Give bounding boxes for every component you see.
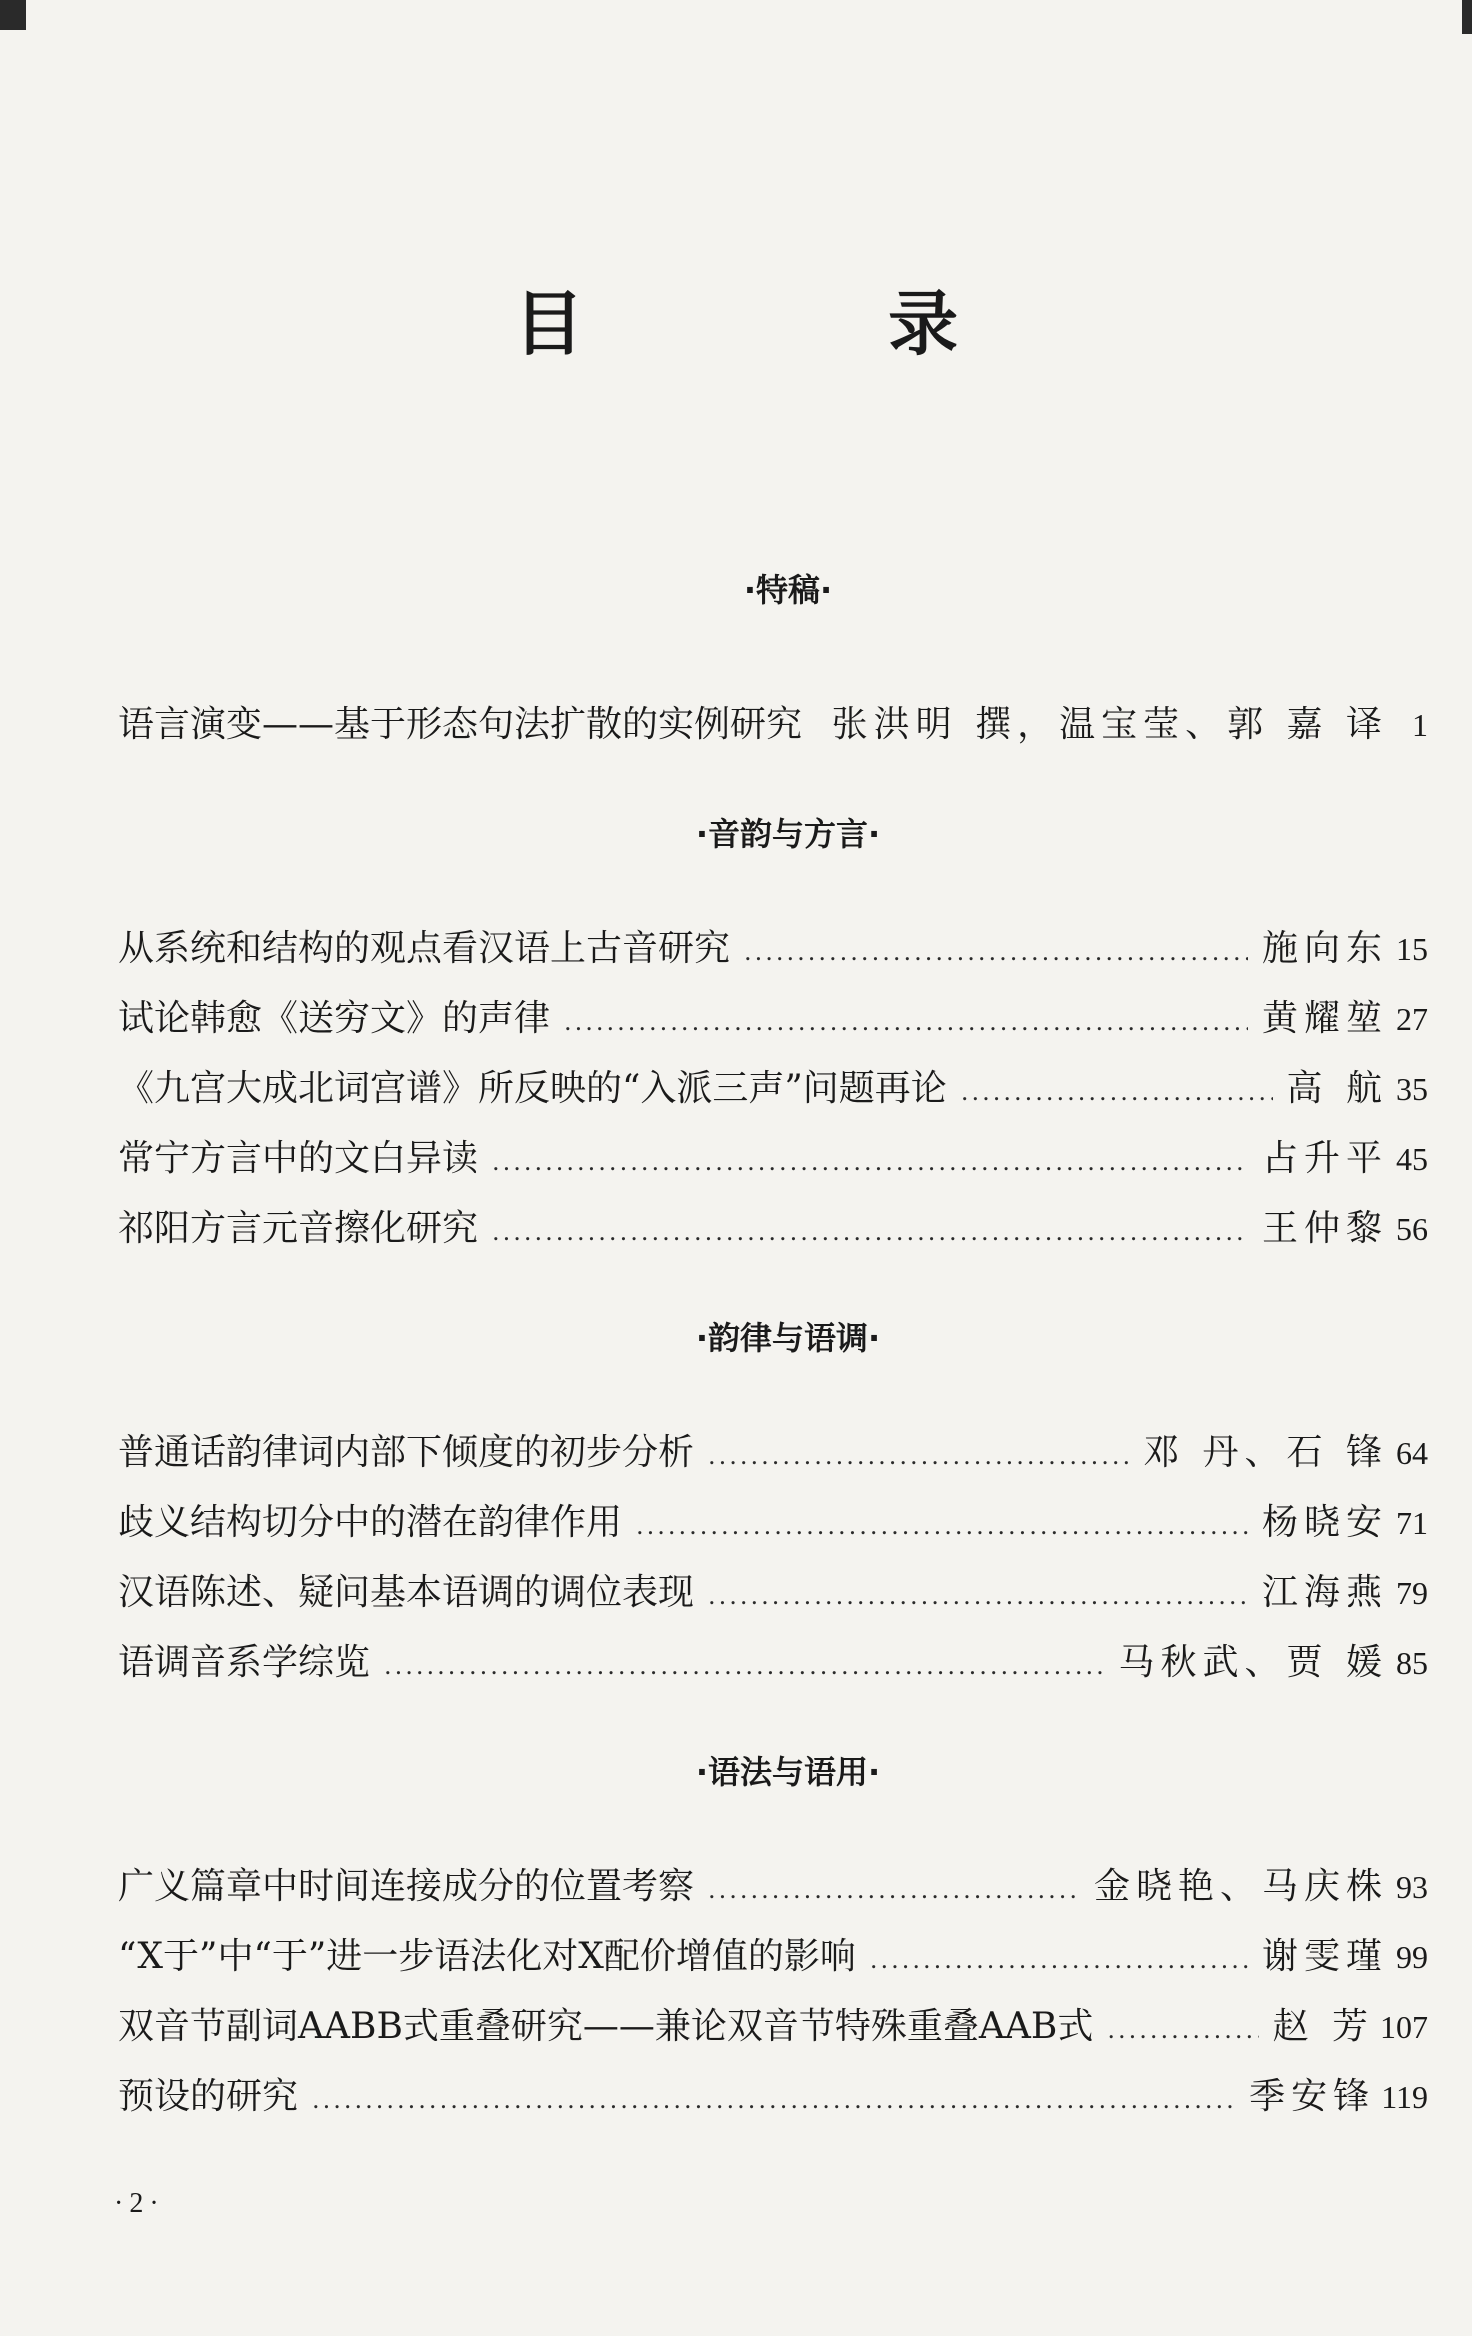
toc-entry[interactable] — [118, 1922, 1428, 1992]
entry-page: 119 — [1381, 2079, 1428, 2115]
entry-title: 语言演变——基于形态句法扩散的实例研究 — [118, 704, 803, 745]
table-of-contents — [118, 560, 1428, 2132]
entry-author: 占升平 — [1261, 1138, 1388, 1179]
entry-page: 107 — [1380, 2009, 1428, 2045]
dot-leader — [816, 693, 818, 763]
entry-title: “X于”中“于”进一步语法化对X配价增值的影响 — [118, 1936, 856, 1977]
entry-page: 15 — [1396, 931, 1428, 967]
section-phonology-dialect — [118, 804, 1428, 1308]
entry-title: 常宁方言中的文白异读 — [118, 1138, 479, 1179]
section-gap — [118, 1698, 1428, 1742]
entry-page: 85 — [1396, 1645, 1428, 1681]
dot-leader — [708, 1421, 1129, 1491]
entry-page: 99 — [1396, 1939, 1428, 1975]
dot-leader — [708, 1561, 1248, 1631]
toc-entry[interactable] — [118, 690, 1428, 760]
entry-author: 黄耀堃 — [1261, 998, 1388, 1039]
entry-title: 广义篇章中时间连接成分的位置考察 — [118, 1866, 695, 1907]
entry-page: 45 — [1396, 1141, 1428, 1177]
dot-leader — [492, 1127, 1248, 1197]
entry-author: 张洪明 撰，温宝莹、郭 嘉 译 — [831, 704, 1388, 745]
section-prosody-intonation — [118, 1308, 1428, 1742]
entry-author: 季安锋 — [1249, 2076, 1376, 2117]
section-gap — [118, 1264, 1428, 1308]
section-heading: ·音韵与方言· — [695, 815, 881, 853]
scan-edge-mark-right — [1462, 0, 1472, 34]
entry-author: 邓 丹、石 锋 — [1143, 1432, 1388, 1473]
entry-page: 79 — [1396, 1575, 1428, 1611]
entry-page: 56 — [1396, 1211, 1428, 1247]
toc-entry[interactable] — [118, 1558, 1428, 1628]
section-heading: ·特稿· — [743, 571, 833, 609]
dot-leader — [312, 2065, 1235, 2135]
toc-entry[interactable] — [118, 1418, 1428, 1488]
entry-title: 试论韩愈《送穷文》的声律 — [118, 998, 551, 1039]
page-title: 目 录 — [513, 282, 1099, 365]
dot-leader — [744, 917, 1248, 987]
entry-author: 赵 芳 — [1272, 2006, 1374, 2047]
entry-page: 93 — [1396, 1869, 1428, 1905]
entry-page: 64 — [1396, 1435, 1428, 1471]
dot-leader — [708, 1855, 1080, 1925]
entry-author: 杨晓安 — [1261, 1502, 1388, 1543]
entry-author: 金晓艳、马庆株 — [1093, 1866, 1388, 1907]
toc-entry[interactable] — [118, 1628, 1428, 1698]
dot-leader — [870, 1925, 1248, 1995]
section-special-articles — [118, 560, 1428, 804]
entry-page: 71 — [1396, 1505, 1428, 1541]
entry-page: 1 — [1412, 707, 1428, 743]
entry-page: 35 — [1396, 1071, 1428, 1107]
entry-author: 高 航 — [1286, 1068, 1388, 1109]
dot-leader — [636, 1491, 1248, 1561]
dot-leader — [492, 1197, 1248, 1267]
dot-leader — [1107, 1995, 1258, 2065]
entry-title: 预设的研究 — [118, 2076, 299, 2117]
dot-leader — [961, 1057, 1273, 1127]
toc-entry[interactable] — [118, 1124, 1428, 1194]
toc-entry[interactable] — [118, 1992, 1428, 2062]
toc-entry[interactable] — [118, 1054, 1428, 1124]
entry-title: 普通话韵律词内部下倾度的初步分析 — [118, 1432, 695, 1473]
toc-entry[interactable] — [118, 2062, 1428, 2132]
section-heading: ·韵律与语调· — [695, 1319, 881, 1357]
entry-title: 《九宫大成北词宫谱》所反映的“入派三声”问题再论 — [118, 1068, 947, 1109]
entry-author: 谢雯瑾 — [1261, 1936, 1388, 1977]
toc-entry[interactable] — [118, 914, 1428, 984]
entry-page: 27 — [1396, 1001, 1428, 1037]
toc-entry[interactable] — [118, 1488, 1428, 1558]
entry-author: 马秋武、贾 媛 — [1118, 1642, 1388, 1683]
dot-leader — [564, 987, 1248, 1057]
toc-entry[interactable] — [118, 1852, 1428, 1922]
entry-title: 从系统和结构的观点看汉语上古音研究 — [118, 928, 731, 969]
toc-entry[interactable] — [118, 984, 1428, 1054]
entry-title: 歧义结构切分中的潜在韵律作用 — [118, 1502, 623, 1543]
scan-edge-mark-left — [0, 0, 26, 30]
page-number: ·2· — [114, 2188, 165, 2219]
section-grammar-pragmatics — [118, 1742, 1428, 2132]
entry-title: 汉语陈述、疑问基本语调的调位表现 — [118, 1572, 695, 1613]
dot-leader — [384, 1631, 1105, 1701]
section-gap — [118, 760, 1428, 804]
entry-author: 江海燕 — [1261, 1572, 1388, 1613]
entry-title: 双音节副词AABB式重叠研究——兼论双音节特殊重叠AAB式 — [118, 2006, 1094, 2047]
entry-author: 王仲黎 — [1261, 1208, 1388, 1249]
toc-entry[interactable] — [118, 1194, 1428, 1264]
section-heading: ·语法与语用· — [695, 1753, 881, 1791]
entry-title: 祁阳方言元音擦化研究 — [118, 1208, 479, 1249]
entry-title: 语调音系学综览 — [118, 1642, 371, 1683]
entry-author: 施向东 — [1261, 928, 1388, 969]
